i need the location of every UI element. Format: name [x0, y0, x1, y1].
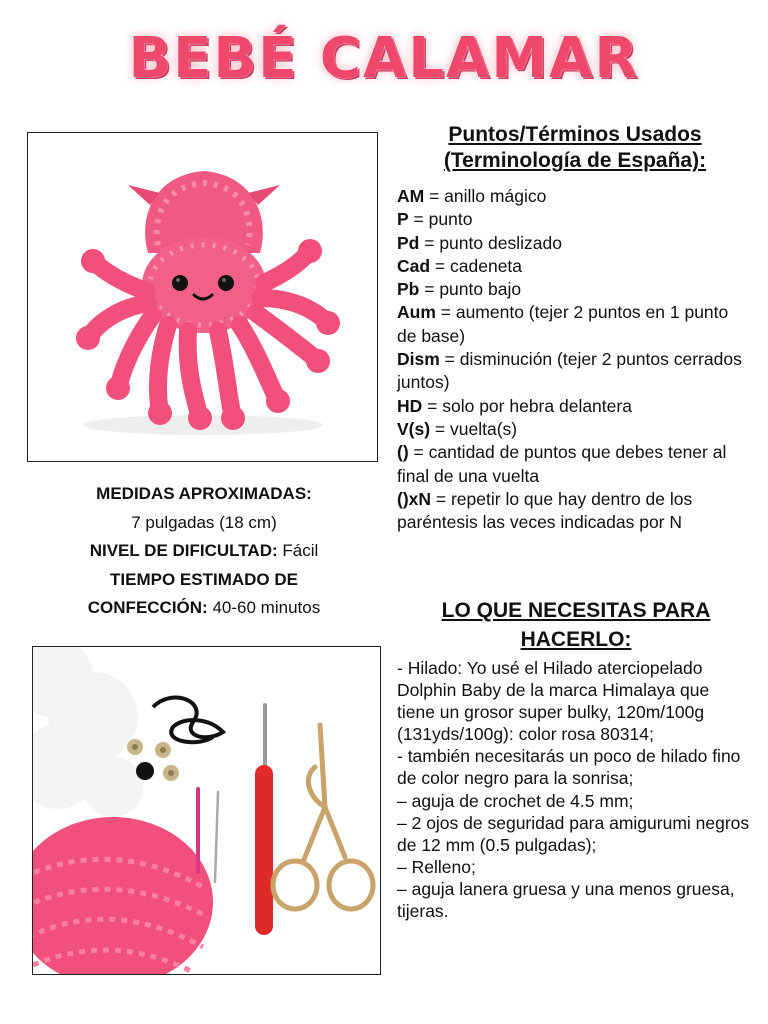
- term-desc: solo por hebra delantera: [442, 395, 632, 416]
- size-label: MEDIDAS APROXIMADAS:: [96, 484, 312, 503]
- term-abbr: P: [397, 209, 409, 230]
- term-desc: aumento (tejer 2 puntos en 1 punto de base): [397, 302, 729, 346]
- term-item: Dism = disminución (tejer 2 puntos cerrados juntos): [397, 349, 742, 393]
- term-abbr: Aum: [397, 302, 436, 323]
- materials-photo: [32, 646, 381, 975]
- terms-list: [397, 185, 752, 534]
- term-item: Cad = cadeneta: [397, 255, 523, 276]
- term-item: Pb = punto bajo: [397, 279, 522, 300]
- material-item: - Hilado: Yo usé el Hilado aterciopelado Dolphin Baby de la marca Himalaya que tiene un grosor super bulky, 120m/100g (131yds/100g): color rosa 80314;: [397, 658, 710, 745]
- material-item: – aguja lanera gruesa y una menos gruesa, tijeras.: [397, 878, 735, 922]
- term-abbr: (): [397, 442, 409, 463]
- level-value: Fácil: [282, 541, 319, 560]
- term-item: HD = solo por hebra delantera: [397, 395, 632, 416]
- term-item: Aum = aumento (tejer 2 puntos en 1 punto de base): [397, 302, 729, 346]
- term-item: AM = anillo mágico: [397, 186, 547, 206]
- pattern-specs: [30, 480, 378, 623]
- term-abbr: Pd: [397, 232, 420, 253]
- time-value: 40-60 minutos: [212, 598, 321, 617]
- material-item: – Relleno;: [397, 856, 476, 877]
- term-item: P = punto: [397, 209, 473, 230]
- term-desc: repetir lo que hay dentro de los paréntesis las veces indicadas por N: [397, 488, 693, 533]
- term-item: Pd = punto deslizado: [397, 232, 562, 253]
- term-abbr: Cad: [397, 255, 431, 276]
- term-desc: punto bajo: [439, 279, 522, 300]
- materials-heading-line-2: HACERLO:: [520, 628, 632, 651]
- term-desc: anillo mágico: [444, 186, 547, 206]
- terms-heading-line-2: (Terminología de España):: [443, 149, 707, 172]
- term-desc: cantidad de puntos que debes tener al final de una vuelta: [397, 442, 727, 486]
- term-item: ()xN = repetir lo que hay dentro de los paréntesis las veces indicadas por N: [397, 488, 693, 533]
- material-item: – 2 ojos de seguridad para amigurumi negros de 12 mm (0.5 pulgadas);: [397, 812, 750, 855]
- size-value: 7 pulgadas (18 cm): [131, 512, 277, 532]
- term-abbr: AM: [397, 186, 425, 206]
- term-abbr: Dism: [397, 349, 440, 370]
- time-label-1: TIEMPO ESTIMADO DE: [110, 569, 298, 589]
- terms-heading: [396, 122, 754, 174]
- materials-list: [397, 657, 752, 922]
- term-desc: vuelta(s): [450, 418, 518, 439]
- term-desc: punto: [428, 209, 473, 230]
- squid-photo: [27, 132, 378, 462]
- time-label-2: CONFECCIÓN:: [87, 598, 208, 617]
- term-abbr: Pb: [397, 279, 420, 300]
- term-abbr: HD: [397, 395, 423, 416]
- term-item: () = cantidad de puntos que debes tener al final de una vuelta: [397, 442, 727, 486]
- page-title: BEBÉ CALAMAR: [128, 26, 640, 91]
- level-label: NIVEL DE DIFICULTAD:: [89, 541, 278, 560]
- material-item: – aguja de crochet de 4.5 mm;: [397, 790, 634, 811]
- term-desc: cadeneta: [450, 255, 523, 276]
- material-item: - también necesitarás un poco de hilado fino de color negro para la sonrisa;: [397, 746, 741, 789]
- term-abbr: ()xN: [397, 488, 432, 509]
- materials-heading-line-1: LO QUE NECESITAS PARA: [441, 599, 711, 622]
- materials-heading: [400, 596, 752, 654]
- terms-heading-line-1: Puntos/Términos Usados: [448, 123, 702, 146]
- term-desc: punto deslizado: [439, 232, 562, 253]
- term-desc: disminución (tejer 2 puntos cerrados juntos): [397, 349, 742, 393]
- term-abbr: V(s): [397, 418, 431, 439]
- term-item: V(s) = vuelta(s): [397, 418, 518, 439]
